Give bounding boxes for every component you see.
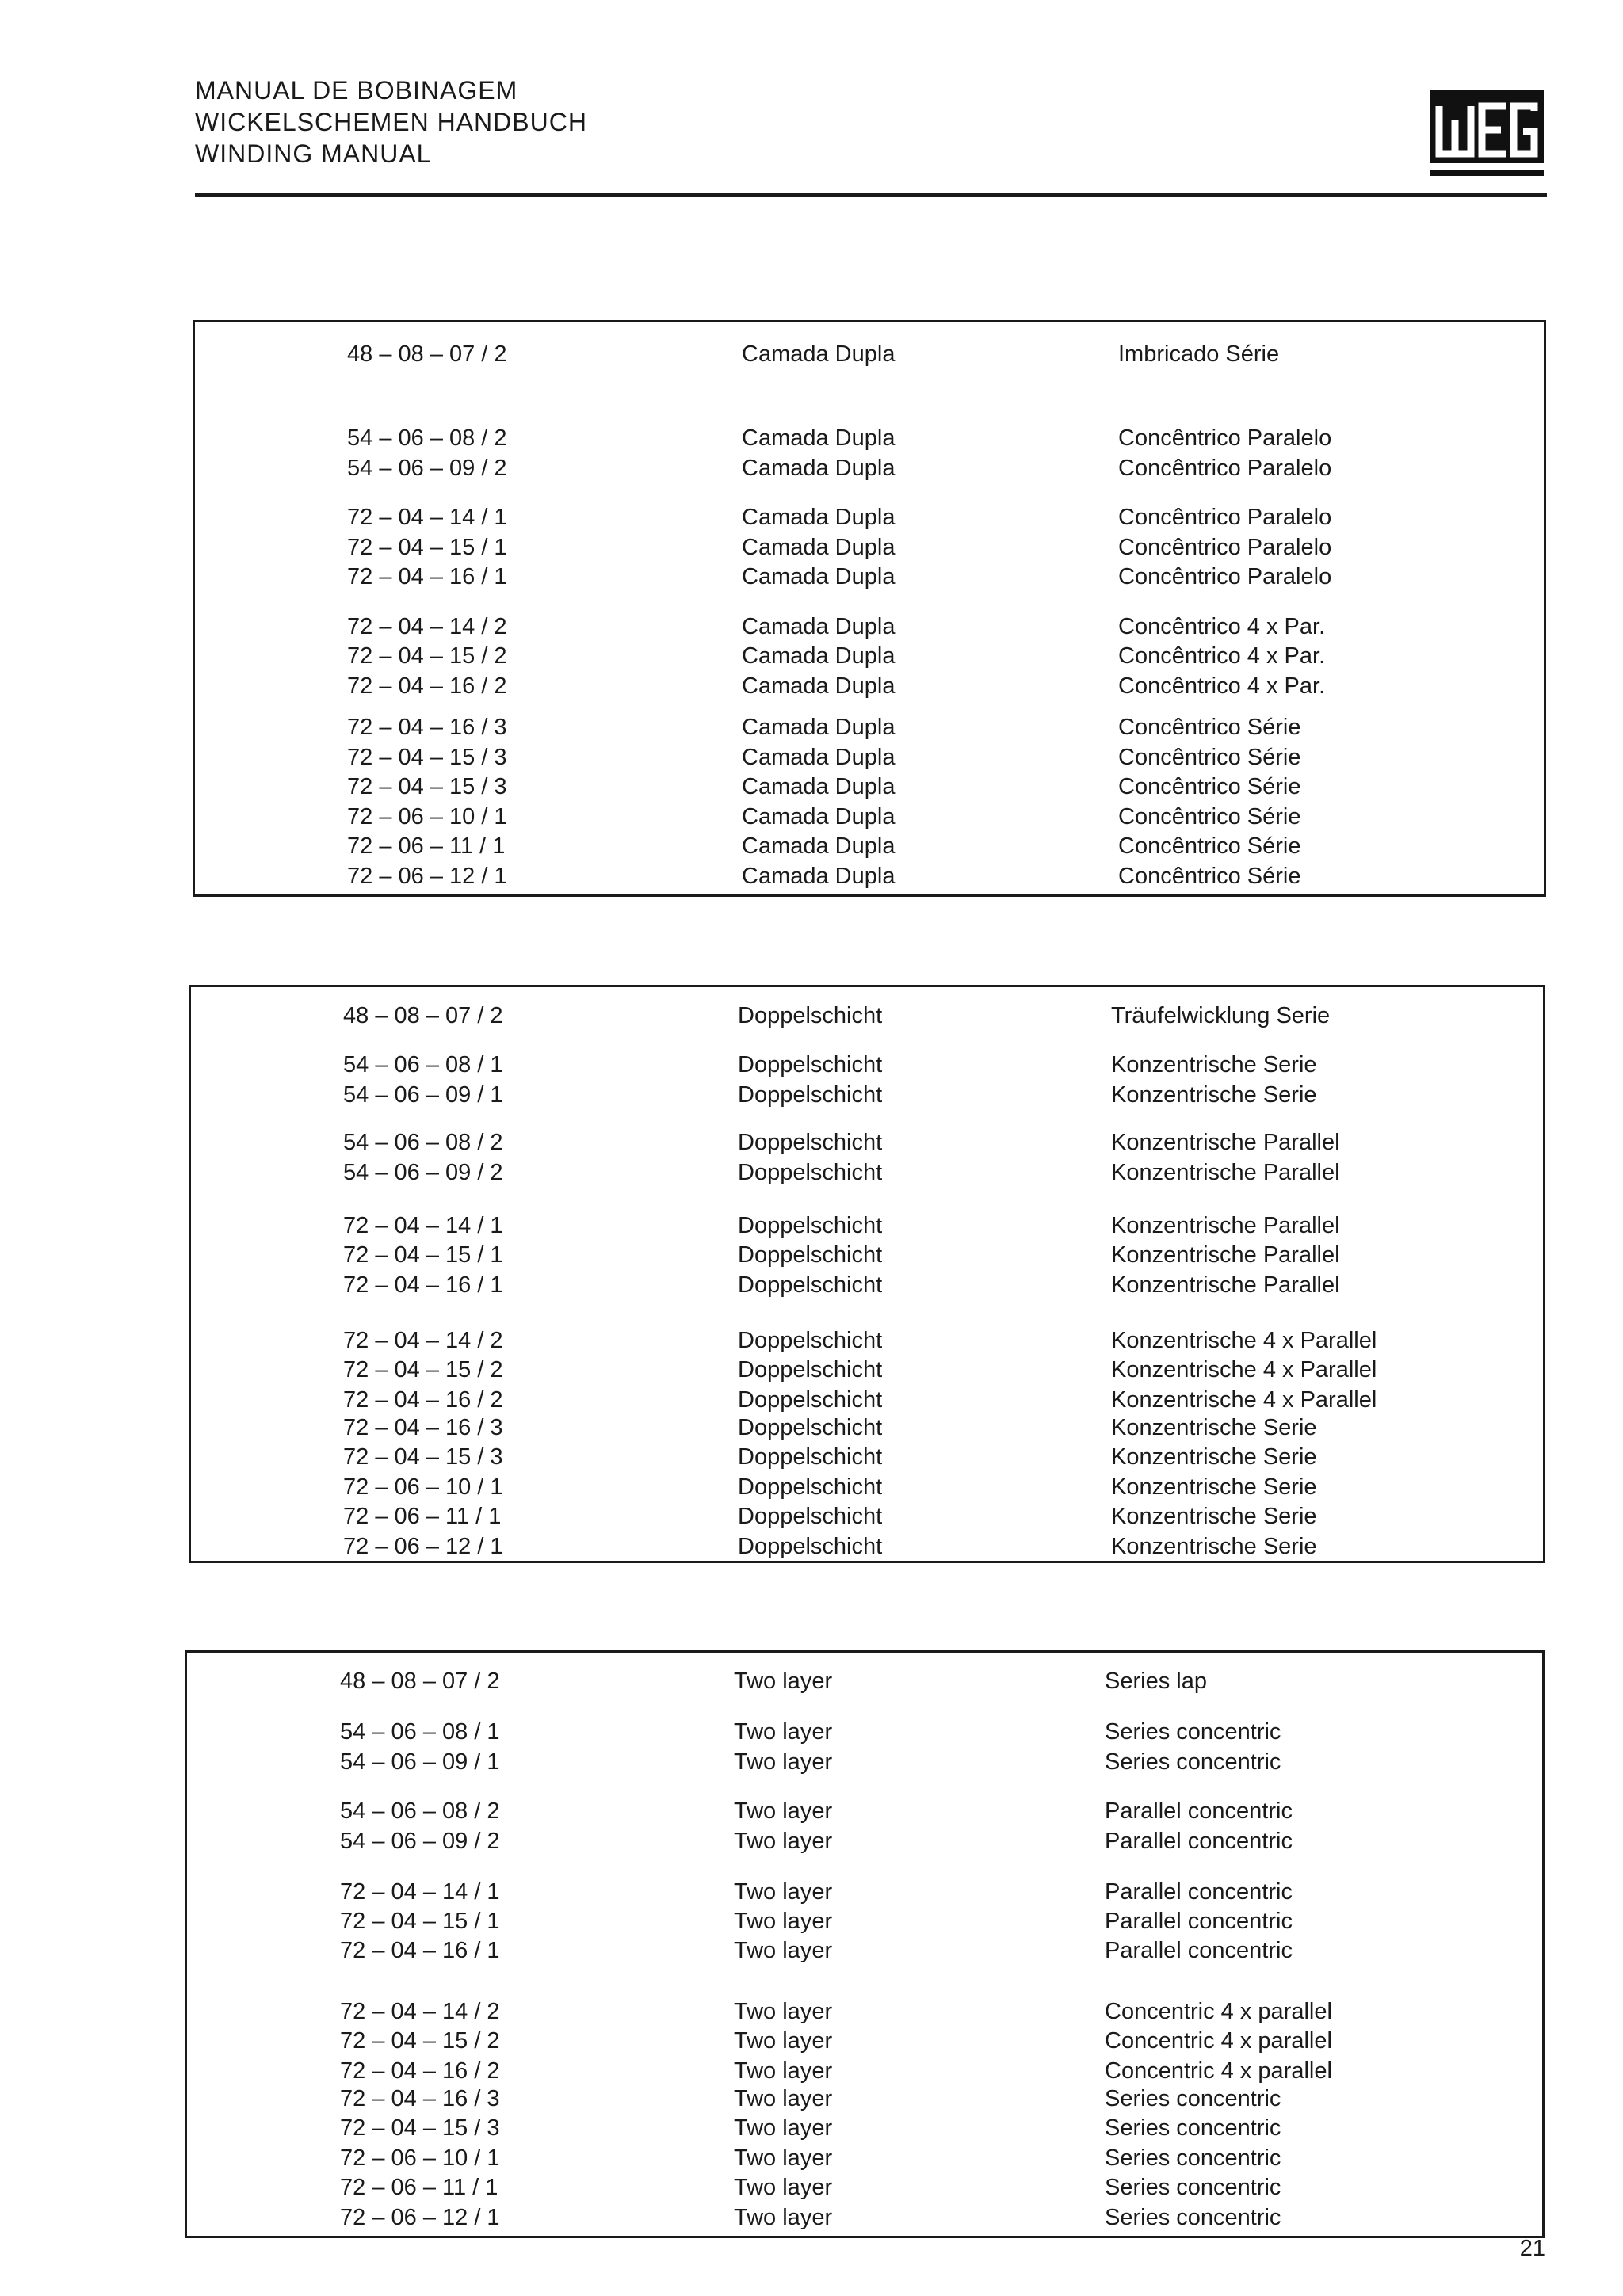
cell-type: Parallel concentric [1105,1938,1293,1963]
cell-type: Series concentric [1105,2145,1281,2171]
cell-code: 54 – 06 – 09 / 2 [340,1829,500,1854]
table-row [191,1158,1543,1187]
cell-type: Parallel concentric [1105,1909,1293,1934]
cell-layer: Camada Dupla [742,833,896,859]
table-german [189,985,1545,1563]
cell-code: 72 – 04 – 15 / 2 [340,2028,500,2054]
cell-type: Konzentrische Serie [1111,1444,1317,1470]
cell-layer: Two layer [734,1798,833,1824]
title-portuguese: MANUAL DE BOBINAGEM [195,76,518,105]
table-row [191,1001,1543,1030]
cell-layer: Two layer [734,1829,833,1854]
table-row [191,1326,1543,1355]
cell-code: 72 – 04 – 16 / 2 [343,1387,503,1413]
table-row [191,1081,1543,1109]
table-row [195,803,1544,831]
cell-code: 72 – 06 – 11 / 1 [343,1504,502,1529]
cell-code: 72 – 04 – 16 / 1 [347,564,507,589]
cell-code: 72 – 06 – 11 / 1 [340,2175,498,2200]
cell-code: 72 – 04 – 16 / 3 [340,2086,500,2111]
cell-type: Konzentrische Serie [1111,1504,1317,1529]
cell-layer: Camada Dupla [742,341,896,367]
cell-type: Series concentric [1105,1749,1281,1775]
cell-code: 72 – 06 – 10 / 1 [340,2145,500,2171]
cell-layer: Two layer [734,1669,833,1694]
cell-layer: Two layer [734,2175,833,2200]
table-row [195,772,1544,801]
cell-code: 72 – 04 – 14 / 1 [347,505,507,530]
cell-layer: Camada Dupla [742,804,896,830]
cell-layer: Doppelschicht [738,1357,883,1383]
table-row [191,1532,1543,1561]
cell-code: 72 – 06 – 12 / 1 [347,864,507,889]
cell-code: 72 – 04 – 16 / 1 [340,1938,500,1963]
cell-type: Concêntrico Paralelo [1118,535,1332,560]
cell-code: 72 – 06 – 11 / 1 [347,833,506,859]
cell-layer: Two layer [734,2115,833,2141]
table-row [187,1936,1542,1965]
cell-type: Konzentrische Parallel [1111,1213,1340,1238]
page-number: 21 [1519,2236,1545,2261]
cell-code: 48 – 08 – 07 / 2 [347,341,507,367]
cell-code: 72 – 04 – 14 / 2 [343,1328,503,1353]
cell-layer: Camada Dupla [742,425,896,451]
table-row [187,2144,1542,2172]
cell-type: Konzentrische Parallel [1111,1130,1340,1155]
table-row [191,1443,1543,1471]
table-row [187,1718,1542,1746]
table-row [191,1241,1543,1269]
cell-layer: Doppelschicht [738,1387,883,1413]
cell-type: Series concentric [1105,2086,1281,2111]
cell-layer: Two layer [734,1719,833,1745]
table-row [191,1473,1543,1501]
cell-type: Konzentrische Serie [1111,1534,1317,1559]
cell-code: 72 – 04 – 14 / 2 [340,1999,500,2024]
cell-code: 72 – 04 – 14 / 1 [343,1213,503,1238]
table-row [187,1997,1542,2026]
cell-type: Concentric 4 x parallel [1105,1999,1332,2024]
table-row [191,1356,1543,1384]
cell-layer: Doppelschicht [738,1082,883,1108]
cell-code: 72 – 04 – 15 / 1 [347,535,507,560]
cell-layer: Camada Dupla [742,745,896,770]
table-row [187,2057,1542,2085]
cell-layer: Doppelschicht [738,1534,883,1559]
cell-code: 72 – 06 – 10 / 1 [347,804,507,830]
cell-code: 54 – 06 – 08 / 2 [340,1798,500,1824]
cell-type: Parallel concentric [1105,1879,1293,1905]
header-titles [195,74,587,170]
cell-code: 72 – 04 – 16 / 2 [340,2058,500,2084]
table-row [187,2084,1542,2113]
table-row [195,743,1544,772]
cell-layer: Doppelschicht [738,1160,883,1185]
cell-code: 72 – 04 – 14 / 1 [340,1879,500,1905]
table-row [191,1211,1543,1240]
cell-type: Konzentrische Parallel [1111,1272,1340,1298]
cell-code: 72 – 04 – 15 / 2 [347,643,507,669]
table-row [187,1827,1542,1855]
cell-code: 54 – 06 – 09 / 1 [343,1082,503,1108]
cell-code: 54 – 06 – 08 / 2 [347,425,507,451]
cell-code: 54 – 06 – 09 / 2 [343,1160,503,1185]
table-row [195,832,1544,860]
cell-type: Series concentric [1105,2175,1281,2200]
cell-layer: Two layer [734,2028,833,2054]
table-row [195,454,1544,482]
table-row [191,1051,1543,1079]
cell-layer: Two layer [734,1909,833,1934]
cell-code: 72 – 04 – 16 / 3 [343,1415,503,1440]
cell-layer: Doppelschicht [738,1328,883,1353]
cell-code: 72 – 06 – 12 / 1 [343,1534,503,1559]
table-english [185,1650,1545,2238]
cell-code: 72 – 04 – 15 / 3 [347,774,507,799]
cell-layer: Two layer [734,1749,833,1775]
cell-layer: Camada Dupla [742,774,896,799]
cell-code: 48 – 08 – 07 / 2 [343,1003,503,1028]
cell-code: 54 – 06 – 08 / 1 [340,1719,500,1745]
cell-code: 72 – 04 – 15 / 1 [340,1909,500,1934]
table-row [191,1413,1543,1442]
cell-layer: Doppelschicht [738,1272,883,1298]
cell-code: 72 – 04 – 15 / 3 [343,1444,503,1470]
cell-type: Concentric 4 x parallel [1105,2058,1332,2084]
cell-type: Concêntrico Série [1118,745,1301,770]
cell-code: 54 – 06 – 08 / 2 [343,1130,503,1155]
cell-code: 72 – 04 – 16 / 1 [343,1272,503,1298]
table-row [195,340,1544,368]
cell-layer: Doppelschicht [738,1444,883,1470]
table-row [187,1797,1542,1825]
cell-layer: Doppelschicht [738,1242,883,1268]
cell-code: 72 – 06 – 10 / 1 [343,1474,503,1500]
cell-type: Konzentrische Serie [1111,1415,1317,1440]
cell-layer: Two layer [734,2058,833,2084]
cell-code: 72 – 04 – 15 / 2 [343,1357,503,1383]
table-row [187,2114,1542,2142]
cell-layer: Doppelschicht [738,1213,883,1238]
cell-type: Concêntrico 4 x Par. [1118,673,1326,699]
cell-type: Concêntrico Paralelo [1118,564,1332,589]
cell-code: 72 – 04 – 16 / 2 [347,673,507,699]
cell-type: Series concentric [1105,1719,1281,1745]
cell-layer: Camada Dupla [742,673,896,699]
cell-type: Concêntrico 4 x Par. [1118,643,1326,669]
cell-type: Konzentrische 4 x Parallel [1111,1387,1377,1413]
cell-type: Concêntrico Série [1118,774,1301,799]
table-row [195,642,1544,670]
cell-type: Series concentric [1105,2115,1281,2141]
cell-type: Concêntrico Paralelo [1118,425,1332,451]
table-row [195,533,1544,562]
cell-layer: Two layer [734,1999,833,2024]
cell-code: 72 – 04 – 16 / 3 [347,715,507,740]
table-row [195,563,1544,591]
cell-layer: Doppelschicht [738,1003,883,1028]
cell-code: 72 – 04 – 15 / 1 [343,1242,503,1268]
cell-layer: Camada Dupla [742,614,896,639]
cell-code: 54 – 06 – 09 / 2 [347,456,507,481]
cell-type: Series lap [1105,1669,1207,1694]
cell-layer: Two layer [734,1938,833,1963]
table-portuguese [193,320,1546,897]
table-row [195,612,1544,641]
cell-layer: Camada Dupla [742,456,896,481]
cell-type: Konzentrische Serie [1111,1082,1317,1108]
cell-type: Concêntrico Paralelo [1118,456,1332,481]
cell-type: Konzentrische Serie [1111,1052,1317,1077]
table-row [195,503,1544,532]
cell-type: Parallel concentric [1105,1798,1293,1824]
cell-code: 72 – 04 – 14 / 2 [347,614,507,639]
cell-layer: Doppelschicht [738,1474,883,1500]
table-row [191,1502,1543,1531]
cell-code: 54 – 06 – 09 / 1 [340,1749,500,1775]
cell-type: Konzentrische Parallel [1111,1160,1340,1185]
table-row [187,2173,1542,2202]
cell-layer: Camada Dupla [742,715,896,740]
cell-type: Concêntrico Paralelo [1118,505,1332,530]
table-row [195,713,1544,742]
table-row [191,1271,1543,1299]
title-english: WINDING MANUAL [195,139,432,168]
cell-type: Konzentrische 4 x Parallel [1111,1357,1377,1383]
cell-type: Konzentrische 4 x Parallel [1111,1328,1377,1353]
cell-type: Imbricado Série [1118,341,1280,367]
cell-type: Concêntrico Série [1118,833,1301,859]
cell-type: Concêntrico Série [1118,804,1301,830]
cell-layer: Camada Dupla [742,864,896,889]
cell-layer: Camada Dupla [742,505,896,530]
cell-type: Concêntrico Série [1118,864,1301,889]
cell-type: Konzentrische Parallel [1111,1242,1340,1268]
table-row [187,1878,1542,1906]
cell-type: Concêntrico Série [1118,715,1301,740]
table-row [195,424,1544,452]
cell-layer: Two layer [734,1879,833,1905]
cell-layer: Camada Dupla [742,564,896,589]
weg-logo [1430,90,1544,176]
cell-layer: Camada Dupla [742,643,896,669]
title-german: WICKELSCHEMEN HANDBUCH [195,108,587,136]
cell-layer: Two layer [734,2205,833,2230]
cell-layer: Two layer [734,2086,833,2111]
cell-code: 72 – 04 – 15 / 3 [347,745,507,770]
cell-code: 54 – 06 – 08 / 1 [343,1052,503,1077]
cell-layer: Doppelschicht [738,1130,883,1155]
table-row [187,1667,1542,1695]
cell-layer: Doppelschicht [738,1052,883,1077]
header-rule [195,193,1547,197]
cell-layer: Doppelschicht [738,1415,883,1440]
cell-code: 72 – 06 – 12 / 1 [340,2205,500,2230]
cell-type: Träufelwicklung Serie [1111,1003,1331,1028]
table-row [195,672,1544,700]
table-row [187,1907,1542,1936]
cell-layer: Doppelschicht [738,1504,883,1529]
table-row [195,862,1544,891]
table-row [187,1748,1542,1776]
cell-type: Parallel concentric [1105,1829,1293,1854]
cell-type: Konzentrische Serie [1111,1474,1317,1500]
table-row [187,2203,1542,2232]
cell-type: Concentric 4 x parallel [1105,2028,1332,2054]
cell-type: Series concentric [1105,2205,1281,2230]
cell-type: Concêntrico 4 x Par. [1118,614,1326,639]
cell-code: 48 – 08 – 07 / 2 [340,1669,500,1694]
table-row [187,2027,1542,2055]
cell-code: 72 – 04 – 15 / 3 [340,2115,500,2141]
table-row [191,1386,1543,1414]
cell-layer: Two layer [734,2145,833,2171]
table-row [191,1128,1543,1157]
cell-layer: Camada Dupla [742,535,896,560]
